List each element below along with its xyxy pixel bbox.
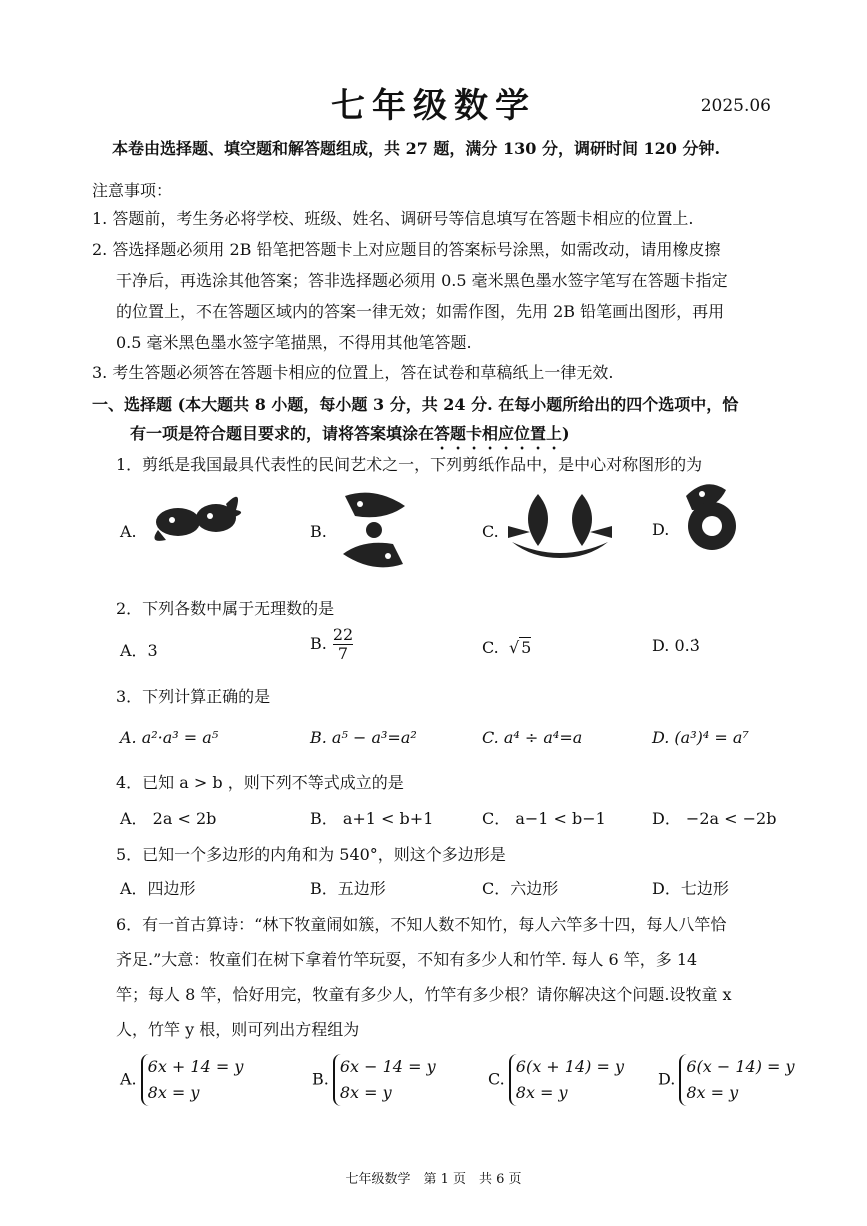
q1-option-b-label: B. xyxy=(310,522,327,541)
q3-option-c: C. a⁴ ÷ a⁴=a xyxy=(482,728,583,747)
section-close: ) xyxy=(562,424,570,443)
exam-date: 2025.06 xyxy=(700,96,771,116)
equation: 8x = y xyxy=(515,1083,568,1102)
q4-option-d: D． −2a < −2b xyxy=(652,809,777,828)
equation: 8x = y xyxy=(339,1083,392,1102)
note-2-line-4: 0.5 毫米黑色墨水签字笔描黑，不得用其他笔答题. xyxy=(116,333,472,352)
question-6-line-4: 人，竹竿 y 根，则可列出方程组为 xyxy=(116,1020,360,1039)
equation: 8x = y xyxy=(147,1083,200,1102)
page-title: 七年级数学 xyxy=(331,86,536,126)
q1-option-d-label: D. xyxy=(652,520,670,539)
question-6-line-2: 齐足.”大意：牧童们在树下拿着竹竿玩耍，不知有多少人和竹竿. 每人 6 竿，多 14 xyxy=(116,950,698,969)
notes-heading: 注意事项： xyxy=(92,181,173,200)
q3-option-b: B. a⁵ − a³=a² xyxy=(310,728,417,747)
q6-option-d xyxy=(658,1054,795,1106)
q6-option-a-label: A. xyxy=(120,1069,137,1089)
q2-option-b xyxy=(310,626,353,663)
question-4-stem: 4．已知 a > b ，则下列不等式成立的是 xyxy=(116,773,404,792)
q1-option-a-label: A. xyxy=(120,522,137,541)
question-1-stem: 1．剪纸是我国最具代表性的民间艺术之一，下列剪纸作品中，是中心对称图形的为 xyxy=(116,455,703,474)
fraction-numerator: 22 xyxy=(332,625,354,644)
q2-option-c xyxy=(482,638,531,657)
q3-option-a: A. a²·a³ = a⁵ xyxy=(120,728,219,747)
q6-option-d-label: D. xyxy=(658,1069,676,1089)
exam-intro: 本卷由选择题、填空题和解答题组成，共 27 题，满分 130 分，调研时间 120 分钟. xyxy=(112,139,721,158)
question-3-stem: 3．下列计算正确的是 xyxy=(116,687,271,706)
fraction-denominator: 7 xyxy=(333,644,353,663)
note-2-line-1: 2. 答选择题必须用 2B 铅笔把答题卡上对应题目的答案标号涂黑，如需改动，请用橡皮擦 xyxy=(92,240,721,259)
q5-option-d: D．七边形 xyxy=(652,879,729,898)
equation: 6x − 14 = y xyxy=(339,1057,436,1076)
equation: 6(x − 14) = y xyxy=(686,1057,795,1076)
paper-cut-fish-pair-image xyxy=(335,486,413,574)
q1-option-c-label: C. xyxy=(482,522,499,541)
q2-option-b-label: B. xyxy=(310,634,327,653)
q2-option-c-label: C. xyxy=(482,638,499,657)
repeating-decimal: 0.3̇ xyxy=(674,636,700,655)
equation-system xyxy=(141,1054,244,1106)
paper-cut-goldfish-image xyxy=(148,482,248,558)
question-6-line-3: 竿；每人 8 竿，恰好用完，牧童有多少人，竹竿有多少根？请你解决这个问题.设牧童 x xyxy=(116,985,732,1004)
q6-option-a xyxy=(120,1054,243,1106)
q5-option-b: B．五边形 xyxy=(310,879,386,898)
paper-cut-fish-circle-image xyxy=(676,476,738,558)
q3-option-d: D. (a³)⁴ = a⁷ xyxy=(652,728,749,747)
equation: 6(x + 14) = y xyxy=(515,1057,625,1076)
question-2-stem: 2．下列各数中属于无理数的是 xyxy=(116,599,335,618)
equation: 6x + 14 = y xyxy=(147,1057,244,1076)
equation-system xyxy=(509,1054,624,1106)
q6-option-b-label: B. xyxy=(312,1069,329,1089)
section-text: 有一项是符合题目要求的，请将答案填涂在 xyxy=(130,424,435,443)
q2-option-a: A．3 xyxy=(120,641,158,660)
q5-option-c: C．六边形 xyxy=(482,879,559,898)
question-6-line-1: 6．有一首古算诗：“林下牧童闹如簇，不知人数不知竹，每人六竿多十四，每人八竿恰 xyxy=(116,915,727,934)
q2-option-d-label: D. xyxy=(652,636,670,655)
q4-option-a: A． 2a < 2b xyxy=(120,809,217,828)
q6-option-c xyxy=(488,1054,624,1106)
q4-option-c: C． a−1 < b−1 xyxy=(482,809,606,828)
sqrt-symbol: √ xyxy=(508,638,520,657)
question-5-stem: 5．已知一个多边形的内角和为 540°，则这个多边形是 xyxy=(116,845,506,864)
note-1: 1. 答题前，考生务必将学校、班级、姓名、调研号等信息填写在答题卡相应的位置上. xyxy=(92,209,694,228)
q6-option-b xyxy=(312,1054,436,1106)
note-3: 3. 考生答题必须答在答题卡相应的位置上，答在试卷和草稿纸上一律无效. xyxy=(92,363,614,382)
q5-option-a: A．四边形 xyxy=(120,879,196,898)
sqrt-radicand: 5 xyxy=(521,638,532,657)
equation: 8x = y xyxy=(686,1083,739,1102)
section-heading-line-2 xyxy=(130,421,570,453)
q4-option-b: B． a+1 < b+1 xyxy=(310,809,434,828)
equation-system xyxy=(679,1054,794,1106)
q2-option-d xyxy=(652,636,700,655)
paper-cut-twin-fish-image xyxy=(508,488,612,564)
page-footer: 七年级数学 第 1 页 共 6 页 xyxy=(345,1172,522,1187)
section-emphasis: 答题卡相应位置上 xyxy=(434,424,563,443)
equation-system xyxy=(333,1054,436,1106)
fraction xyxy=(333,626,353,663)
section-heading: 一、选择题 (本大题共 8 小题，每小题 3 分，共 24 分. 在每小题所给出的四个选项中，恰 xyxy=(92,395,739,414)
note-2-line-3: 的位置上，不在答题区域内的答案一律无效；如需作图，先用 2B 铅笔画出图形，再用 xyxy=(116,302,725,321)
note-2-line-2: 干净后，再选涂其他答案；答非选择题必须用 0.5 毫米黑色墨水签字笔写在答题卡指定 xyxy=(116,271,728,290)
q6-option-c-label: C. xyxy=(488,1069,505,1089)
